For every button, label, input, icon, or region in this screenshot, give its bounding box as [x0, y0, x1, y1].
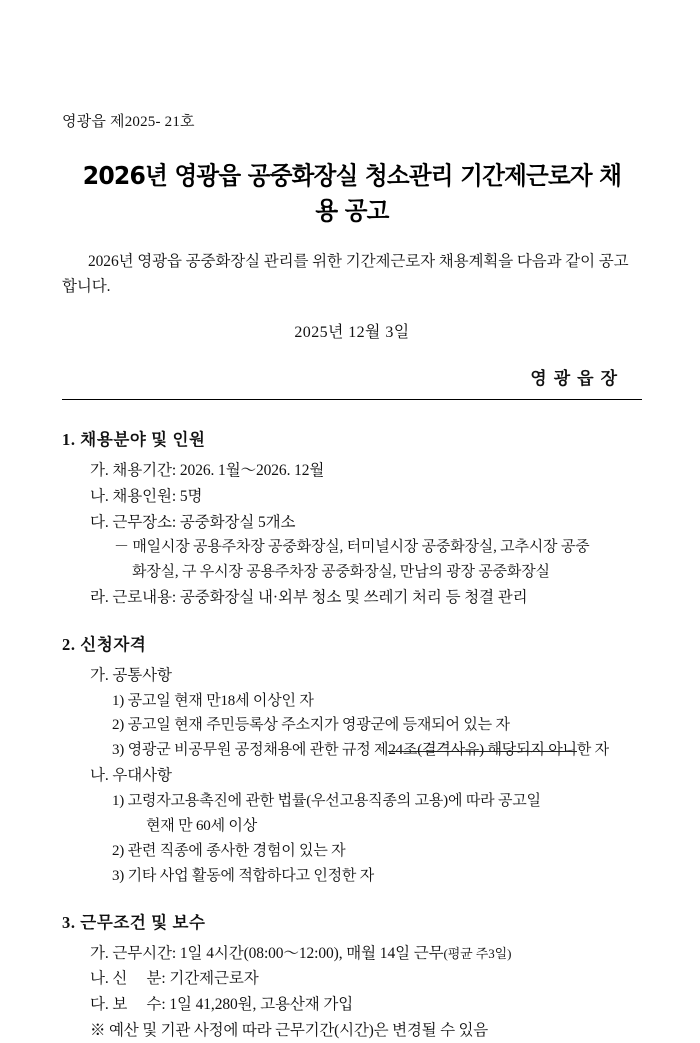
struck-text: 24조(결격사유) 해당되지 아니 — [388, 742, 577, 759]
section-eligibility — [62, 631, 642, 889]
list-item-continuation: 현재 만 60세 이상 — [146, 817, 257, 834]
section-working-conditions — [62, 909, 642, 1043]
list-item: 가. 채용기간: 2026. 1월～2026. 12월 — [90, 462, 325, 480]
page-title: 2026년 영광읍 공중화장실 청소관리 기간제근로자 채용 공고 — [82, 161, 622, 225]
list-item: 가. 공통사항 — [90, 666, 172, 684]
section-heading: 3. 근무조건 및 보수 — [62, 912, 206, 932]
section-heading: 2. 신청자격 — [62, 634, 147, 654]
list-item-text-suffix: 한 자 — [576, 742, 609, 759]
list-item-text-prefix: 3) 영광군 비공무원 공정채용에 관한 규정 제 — [112, 742, 389, 759]
list-item: 다. 근무장소: 공중화장실 5개소 — [90, 513, 296, 531]
list-item — [62, 941, 642, 967]
section-heading: 1. 채용분야 및 인원 — [62, 430, 206, 450]
list-item: 나. 우대사항 — [90, 767, 172, 785]
list-item: 다. 보 수: 1일 41,280원, 고용산재 가입 — [90, 995, 354, 1013]
list-item-annotation: (평균 주3일) — [443, 945, 512, 961]
list-item: 라. 근로내용: 공중화장실 내·외부 청소 및 쓰레기 처리 등 청결 관리 — [90, 589, 528, 607]
document-number: 영광읍 제2025- 21호 — [62, 114, 195, 130]
list-item: 1) 고령자고용촉진에 관한 법률(우선고용직종의 고용)에 따라 공고일 — [112, 792, 541, 809]
list-item: 나. 채용인원: 5명 — [90, 487, 203, 505]
footnote: ※ 예산 및 기관 사정에 따라 근무기간(시간)은 변경될 수 있음 — [90, 1021, 489, 1039]
list-item: 2) 관련 직종에 종사한 경험이 있는 자 — [112, 842, 346, 859]
list-item: 2) 공고일 현재 주민등록상 주소지가 영광군에 등재되어 있는 자 — [112, 717, 510, 734]
list-item-text: 가. 근무시간: 1일 4시간(08:00～12:00), 매월 14일 근무 — [90, 944, 444, 962]
list-item-continuation: 화장실, 구 우시장 공용주차장 공중화장실, 만남의 광장 공중화장실 — [132, 564, 550, 581]
list-item: 나. 신 분: 기간제근로자 — [90, 970, 259, 988]
list-item: － 매일시장 공용주차장 공중화장실, 터미널시장 공중화장실, 고추시장 공중 — [114, 539, 590, 556]
issuer-name: 영광읍장 — [530, 369, 624, 389]
list-item: 1) 공고일 현재 만18세 이상인 자 — [112, 692, 314, 709]
horizontal-divider — [62, 399, 642, 400]
section-recruitment-field — [62, 426, 642, 611]
intro-paragraph: 2026년 영광읍 공중화장실 관리를 위한 기간제근로자 채용계획을 다음과 같이 공고합니다. — [62, 253, 629, 296]
list-item-struck — [62, 738, 642, 763]
issue-date: 2025년 12월 3일 — [294, 324, 410, 342]
list-item: 3) 기타 사업 활동에 적합하다고 인정한 자 — [112, 867, 375, 884]
